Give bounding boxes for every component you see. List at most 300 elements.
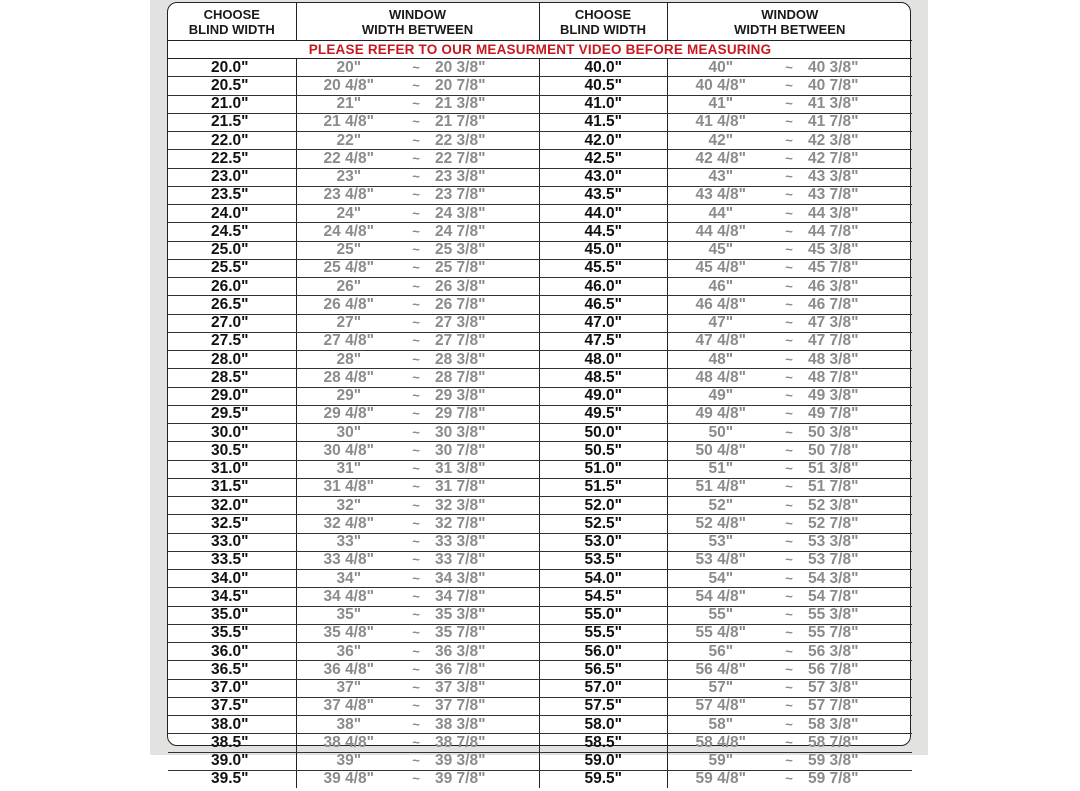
table-row <box>168 369 912 387</box>
right-range-tilde: ~ <box>774 624 804 642</box>
header-right-blind-width: CHOOSE BLIND WIDTH <box>539 3 667 41</box>
right-window-to-cell: 45 3/8" <box>804 241 912 259</box>
left-blind-width-cell: 27.0" <box>168 314 296 332</box>
left-blind-width-cell: 28.5" <box>168 369 296 387</box>
right-range-tilde: ~ <box>774 752 804 770</box>
left-range-tilde: ~ <box>401 497 431 515</box>
right-range-tilde: ~ <box>774 442 804 460</box>
table-row <box>168 460 912 478</box>
left-window-to-cell: 22 3/8" <box>431 132 539 150</box>
right-range-tilde: ~ <box>774 497 804 515</box>
left-range-tilde: ~ <box>401 716 431 734</box>
left-window-to-cell: 20 3/8" <box>431 59 539 77</box>
left-window-from-cell: 25" <box>296 241 401 259</box>
left-window-to-cell: 33 7/8" <box>431 551 539 569</box>
right-blind-width-cell: 54.5" <box>539 588 667 606</box>
left-window-from-cell: 33 4/8" <box>296 551 401 569</box>
right-blind-width-cell: 50.5" <box>539 442 667 460</box>
right-blind-width-cell: 57.5" <box>539 697 667 715</box>
right-window-from-cell: 54" <box>667 570 774 588</box>
left-range-tilde: ~ <box>401 752 431 770</box>
right-range-tilde: ~ <box>774 570 804 588</box>
right-range-tilde: ~ <box>774 241 804 259</box>
right-blind-width-cell: 49.5" <box>539 405 667 423</box>
left-window-to-cell: 20 7/8" <box>431 77 539 95</box>
left-window-from-cell: 23 4/8" <box>296 186 401 204</box>
table-row <box>168 205 912 223</box>
left-blind-width-cell: 26.0" <box>168 278 296 296</box>
left-window-from-cell: 28 4/8" <box>296 369 401 387</box>
left-blind-width-cell: 31.5" <box>168 478 296 496</box>
left-range-tilde: ~ <box>401 186 431 204</box>
right-range-tilde: ~ <box>774 168 804 186</box>
left-range-tilde: ~ <box>412 771 420 787</box>
right-window-to-cell: 41 3/8" <box>804 95 912 113</box>
left-blind-width-cell: 36.5" <box>168 661 296 679</box>
table-row <box>168 278 912 296</box>
left-blind-width-cell: 30.0" <box>168 424 296 442</box>
left-window-from-cell: 31" <box>296 460 401 478</box>
left-window-from-cell: 22" <box>296 132 401 150</box>
table-row <box>168 734 912 752</box>
right-range-tilde: ~ <box>774 405 804 423</box>
left-range-tilde: ~ <box>401 278 431 296</box>
notice-row <box>168 41 912 59</box>
left-blind-width-cell: 27.5" <box>168 332 296 350</box>
table-row <box>168 387 912 405</box>
right-window-from-cell: 43" <box>667 168 774 186</box>
right-window-from-cell: 40" <box>667 59 774 77</box>
left-window-from-cell: 39 4/8" <box>296 770 401 788</box>
left-window-from-cell: 24 4/8" <box>296 223 401 241</box>
right-window-from-cell: 46" <box>667 278 774 296</box>
right-window-from-cell: 50 4/8" <box>667 442 774 460</box>
right-window-from-cell: 45 4/8" <box>667 259 774 277</box>
table-row <box>168 424 912 442</box>
right-window-to-cell: 40 3/8" <box>804 59 912 77</box>
left-blind-width-cell: 29.0" <box>168 387 296 405</box>
left-window-from-cell: 21 4/8" <box>296 113 401 131</box>
left-range-tilde: ~ <box>401 205 431 223</box>
right-blind-width-cell: 53.0" <box>539 533 667 551</box>
right-blind-width-cell: 48.5" <box>539 369 667 387</box>
table-row <box>168 606 912 624</box>
left-window-from-cell: 29 4/8" <box>296 405 401 423</box>
table-row <box>168 497 912 515</box>
right-range-tilde: ~ <box>774 697 804 715</box>
left-blind-width-cell: 32.0" <box>168 497 296 515</box>
right-window-from-cell: 44 4/8" <box>667 223 774 241</box>
right-window-from-cell: 43 4/8" <box>667 186 774 204</box>
left-window-to-cell: 21 3/8" <box>431 95 539 113</box>
right-window-to-cell: 58 3/8" <box>804 716 912 734</box>
right-range-tilde: ~ <box>774 679 804 697</box>
table-row <box>168 661 912 679</box>
left-range-tilde: ~ <box>401 369 431 387</box>
right-blind-width-cell: 50.0" <box>539 424 667 442</box>
right-blind-width-cell: 57.0" <box>539 679 667 697</box>
right-blind-width-cell: 52.0" <box>539 497 667 515</box>
right-blind-width-cell: 52.5" <box>539 515 667 533</box>
left-window-from-cell: 26" <box>296 278 401 296</box>
table-row <box>168 624 912 642</box>
table-row <box>168 332 912 350</box>
right-range-tilde: ~ <box>785 771 793 787</box>
right-window-from-cell: 50" <box>667 424 774 442</box>
right-window-from-cell: 41 4/8" <box>667 113 774 131</box>
left-window-from-cell: 24" <box>296 205 401 223</box>
right-window-from-cell: 40 4/8" <box>667 77 774 95</box>
table-row <box>168 679 912 697</box>
left-range-tilde: ~ <box>401 478 431 496</box>
left-range-tilde: ~ <box>401 351 431 369</box>
left-window-to-cell: 34 3/8" <box>431 570 539 588</box>
right-window-from-cell: 58 4/8" <box>667 734 774 752</box>
left-window-to-cell: 24 7/8" <box>431 223 539 241</box>
right-window-to-cell: 42 7/8" <box>804 150 912 168</box>
left-range-tilde: ~ <box>401 259 431 277</box>
right-window-to-cell: 57 3/8" <box>804 679 912 697</box>
left-window-to-cell: 26 7/8" <box>431 296 539 314</box>
left-window-to-cell: 24 3/8" <box>431 205 539 223</box>
left-range-tilde: ~ <box>401 223 431 241</box>
left-blind-width-cell: 24.5" <box>168 223 296 241</box>
right-window-from-cell: 55 4/8" <box>667 624 774 642</box>
left-window-from-cell: 30" <box>296 424 401 442</box>
left-range-tilde: ~ <box>401 387 431 405</box>
header-left-window-width: WINDOW WIDTH BETWEEN <box>296 3 539 41</box>
left-window-from-cell: 37" <box>296 679 401 697</box>
table-row <box>168 770 912 788</box>
left-window-to-cell: 37 3/8" <box>431 679 539 697</box>
right-window-from-cell: 52" <box>667 497 774 515</box>
left-window-to-cell: 25 3/8" <box>431 241 539 259</box>
left-blind-width-cell: 22.0" <box>168 132 296 150</box>
right-range-tilde: ~ <box>774 734 804 752</box>
table-row <box>168 551 912 569</box>
right-blind-width-cell: 59.5" <box>539 770 667 788</box>
left-range-tilde: ~ <box>401 661 431 679</box>
left-window-to-cell: 35 3/8" <box>431 606 539 624</box>
right-window-to-cell: 53 7/8" <box>804 551 912 569</box>
right-window-from-cell: 47 4/8" <box>667 332 774 350</box>
left-range-tilde: ~ <box>401 424 431 442</box>
right-window-from-cell: 54 4/8" <box>667 588 774 606</box>
left-range-tilde: ~ <box>401 296 431 314</box>
left-window-to-cell: 28 3/8" <box>431 351 539 369</box>
right-window-from-cell: 53" <box>667 533 774 551</box>
left-window-from-cell: 38" <box>296 716 401 734</box>
right-range-tilde: ~ <box>774 223 804 241</box>
right-blind-width-cell: 41.5" <box>539 113 667 131</box>
left-window-to-cell: 38 7/8" <box>431 734 539 752</box>
left-blind-width-cell: 30.5" <box>168 442 296 460</box>
right-range-tilde: ~ <box>774 77 804 95</box>
table-row <box>168 132 912 150</box>
right-window-from-cell: 44" <box>667 205 774 223</box>
right-range-tilde: ~ <box>774 186 804 204</box>
left-window-to-cell: 32 7/8" <box>431 515 539 533</box>
right-window-to-cell: 50 7/8" <box>804 442 912 460</box>
right-window-to-cell: 43 3/8" <box>804 168 912 186</box>
left-blind-width-cell: 20.5" <box>168 77 296 95</box>
right-range-tilde: ~ <box>774 424 804 442</box>
left-window-from-cell: 27 4/8" <box>296 332 401 350</box>
left-window-to-cell: 31 3/8" <box>431 460 539 478</box>
right-range-tilde: ~ <box>774 132 804 150</box>
left-blind-width-cell: 26.5" <box>168 296 296 314</box>
left-window-from-cell: 25 4/8" <box>296 259 401 277</box>
table-row <box>168 405 912 423</box>
table-row <box>168 515 912 533</box>
left-window-to-cell: 36 3/8" <box>431 643 539 661</box>
size-chart <box>167 2 911 788</box>
right-window-from-cell: 42" <box>667 132 774 150</box>
left-window-from-cell: 26 4/8" <box>296 296 401 314</box>
right-window-from-cell: 42 4/8" <box>667 150 774 168</box>
left-window-from-cell: 29" <box>296 387 401 405</box>
right-blind-width-cell: 45.5" <box>539 259 667 277</box>
right-window-from-cell: 49 4/8" <box>667 405 774 423</box>
left-range-tilde: ~ <box>401 697 431 715</box>
left-blind-width-cell: 39.5" <box>211 770 249 788</box>
left-blind-width-cell: 20.0" <box>168 59 296 77</box>
right-range-tilde: ~ <box>774 59 804 77</box>
header-right-window-width: WINDOW WIDTH BETWEEN <box>667 3 912 41</box>
left-range-tilde: ~ <box>401 606 431 624</box>
left-range-tilde: ~ <box>401 332 431 350</box>
right-blind-width-cell: 42.5" <box>539 150 667 168</box>
left-range-tilde: ~ <box>401 77 431 95</box>
right-range-tilde: ~ <box>774 643 804 661</box>
left-blind-width-cell: 36.0" <box>168 643 296 661</box>
right-window-to-cell: 54 7/8" <box>804 588 912 606</box>
left-window-to-cell: 34 7/8" <box>431 588 539 606</box>
right-window-to-cell: 56 7/8" <box>804 661 912 679</box>
left-window-to-cell: 39 7/8" <box>435 770 486 788</box>
table-row <box>168 442 912 460</box>
header-row <box>168 3 912 41</box>
left-range-tilde: ~ <box>401 59 431 77</box>
left-window-to-cell: 27 7/8" <box>431 332 539 350</box>
left-blind-width-cell: 21.0" <box>168 95 296 113</box>
table-row <box>168 113 912 131</box>
right-window-to-cell: 55 7/8" <box>804 624 912 642</box>
left-window-from-cell: 23" <box>296 168 401 186</box>
table-row <box>168 314 912 332</box>
left-window-to-cell: 30 7/8" <box>431 442 539 460</box>
right-range-tilde: ~ <box>774 478 804 496</box>
right-range-tilde: ~ <box>774 551 804 569</box>
left-window-to-cell: 29 7/8" <box>431 405 539 423</box>
table-row <box>168 95 912 113</box>
left-window-to-cell: 29 3/8" <box>431 387 539 405</box>
left-window-from-cell: 35" <box>296 606 401 624</box>
right-blind-width-cell: 51.5" <box>539 478 667 496</box>
left-blind-width-cell: 28.0" <box>168 351 296 369</box>
right-blind-width-cell: 42.0" <box>539 132 667 150</box>
right-window-from-cell: 41" <box>667 95 774 113</box>
right-range-tilde: ~ <box>774 606 804 624</box>
table-row <box>168 752 912 770</box>
right-window-to-cell: 49 7/8" <box>804 405 912 423</box>
right-blind-width-cell: 58.0" <box>539 716 667 734</box>
right-blind-width-cell: 43.5" <box>539 186 667 204</box>
left-blind-width-cell: 24.0" <box>168 205 296 223</box>
size-rows <box>168 59 912 789</box>
left-blind-width-cell: 33.0" <box>168 533 296 551</box>
right-range-tilde: ~ <box>774 460 804 478</box>
left-window-to-cell: 26 3/8" <box>431 278 539 296</box>
right-range-tilde: ~ <box>774 278 804 296</box>
left-blind-width-cell: 38.5" <box>168 734 296 752</box>
right-blind-width-cell: 47.5" <box>539 332 667 350</box>
right-window-from-cell: 53 4/8" <box>667 551 774 569</box>
right-window-to-cell: 41 7/8" <box>804 113 912 131</box>
left-window-from-cell: 39" <box>296 752 401 770</box>
right-blind-width-cell: 40.0" <box>539 59 667 77</box>
left-range-tilde: ~ <box>401 643 431 661</box>
right-window-to-cell: 46 3/8" <box>804 278 912 296</box>
table-row <box>168 588 912 606</box>
right-blind-width-cell: 43.0" <box>539 168 667 186</box>
right-blind-width-cell: 47.0" <box>539 314 667 332</box>
left-blind-width-cell: 38.0" <box>168 716 296 734</box>
right-blind-width-cell: 49.0" <box>539 387 667 405</box>
right-blind-width-cell: 41.0" <box>539 95 667 113</box>
right-window-from-cell: 49" <box>667 387 774 405</box>
right-window-to-cell: 52 3/8" <box>804 497 912 515</box>
left-range-tilde: ~ <box>401 168 431 186</box>
size-chart-table <box>168 3 912 788</box>
right-blind-width-cell: 56.0" <box>539 643 667 661</box>
left-window-from-cell: 20" <box>296 59 401 77</box>
right-blind-width-cell: 40.5" <box>539 77 667 95</box>
right-window-to-cell: 50 3/8" <box>804 424 912 442</box>
left-window-from-cell: 35 4/8" <box>296 624 401 642</box>
left-blind-width-cell: 35.5" <box>168 624 296 642</box>
table-row <box>168 533 912 551</box>
right-window-from-cell: 48" <box>667 351 774 369</box>
right-window-from-cell: 47" <box>667 314 774 332</box>
right-range-tilde: ~ <box>774 515 804 533</box>
right-range-tilde: ~ <box>774 351 804 369</box>
left-blind-width-cell: 34.5" <box>168 588 296 606</box>
left-window-from-cell: 28" <box>296 351 401 369</box>
left-window-to-cell: 33 3/8" <box>431 533 539 551</box>
left-window-from-cell: 22 4/8" <box>296 150 401 168</box>
right-range-tilde: ~ <box>774 150 804 168</box>
table-row <box>168 643 912 661</box>
right-blind-width-cell: 44.5" <box>539 223 667 241</box>
right-window-from-cell: 58" <box>667 716 774 734</box>
left-window-to-cell: 36 7/8" <box>431 661 539 679</box>
right-range-tilde: ~ <box>774 205 804 223</box>
right-blind-width-cell: 51.0" <box>539 460 667 478</box>
right-window-from-cell: 55" <box>667 606 774 624</box>
left-range-tilde: ~ <box>401 314 431 332</box>
left-window-to-cell: 23 7/8" <box>431 186 539 204</box>
right-range-tilde: ~ <box>774 661 804 679</box>
right-window-to-cell: 47 7/8" <box>804 332 912 350</box>
left-window-from-cell: 34 4/8" <box>296 588 401 606</box>
left-range-tilde: ~ <box>401 460 431 478</box>
right-window-from-cell: 51 4/8" <box>667 478 774 496</box>
right-blind-width-cell: 45.0" <box>539 241 667 259</box>
right-window-from-cell: 56 4/8" <box>667 661 774 679</box>
right-window-to-cell: 48 3/8" <box>804 351 912 369</box>
left-window-to-cell: 32 3/8" <box>431 497 539 515</box>
right-range-tilde: ~ <box>774 314 804 332</box>
left-range-tilde: ~ <box>401 734 431 752</box>
left-blind-width-cell: 25.0" <box>168 241 296 259</box>
header-left-blind-width: CHOOSE BLIND WIDTH <box>168 3 296 41</box>
right-window-to-cell: 49 3/8" <box>804 387 912 405</box>
measurement-notice: PLEASE REFER TO OUR MEASURMENT VIDEO BEFORE MEASURING <box>168 41 912 59</box>
right-range-tilde: ~ <box>774 332 804 350</box>
table-row <box>168 570 912 588</box>
left-range-tilde: ~ <box>401 551 431 569</box>
left-window-from-cell: 34" <box>296 570 401 588</box>
left-blind-width-cell: 39.0" <box>168 752 296 770</box>
right-range-tilde: ~ <box>774 296 804 314</box>
table-row <box>168 697 912 715</box>
right-window-to-cell: 54 3/8" <box>804 570 912 588</box>
right-blind-width-cell: 46.5" <box>539 296 667 314</box>
left-blind-width-cell: 25.5" <box>168 259 296 277</box>
left-blind-width-cell: 35.0" <box>168 606 296 624</box>
left-blind-width-cell: 23.0" <box>168 168 296 186</box>
right-window-to-cell: 44 3/8" <box>804 205 912 223</box>
left-blind-width-cell: 37.5" <box>168 697 296 715</box>
right-window-to-cell: 59 7/8" <box>808 770 859 788</box>
right-blind-width-cell: 46.0" <box>539 278 667 296</box>
left-window-to-cell: 30 3/8" <box>431 424 539 442</box>
right-blind-width-cell: 48.0" <box>539 351 667 369</box>
table-row <box>168 478 912 496</box>
right-blind-width-cell: 44.0" <box>539 205 667 223</box>
right-window-from-cell: 59" <box>667 752 774 770</box>
left-range-tilde: ~ <box>401 95 431 113</box>
table-row <box>168 351 912 369</box>
right-range-tilde: ~ <box>774 369 804 387</box>
left-blind-width-cell: 22.5" <box>168 150 296 168</box>
right-blind-width-cell: 55.5" <box>539 624 667 642</box>
right-blind-width-cell: 59.0" <box>539 752 667 770</box>
right-range-tilde: ~ <box>774 95 804 113</box>
right-blind-width-cell: 53.5" <box>539 551 667 569</box>
left-window-from-cell: 32 4/8" <box>296 515 401 533</box>
left-window-to-cell: 35 7/8" <box>431 624 539 642</box>
left-window-from-cell: 36 4/8" <box>296 661 401 679</box>
table-row <box>168 186 912 204</box>
right-window-to-cell: 44 7/8" <box>804 223 912 241</box>
right-window-to-cell: 56 3/8" <box>804 643 912 661</box>
right-window-to-cell: 42 3/8" <box>804 132 912 150</box>
right-window-to-cell: 51 3/8" <box>804 460 912 478</box>
right-window-to-cell: 46 7/8" <box>804 296 912 314</box>
right-window-from-cell: 45" <box>667 241 774 259</box>
right-blind-width-cell: 56.5" <box>539 661 667 679</box>
left-blind-width-cell: 29.5" <box>168 405 296 423</box>
left-window-from-cell: 27" <box>296 314 401 332</box>
left-blind-width-cell: 34.0" <box>168 570 296 588</box>
left-window-to-cell: 31 7/8" <box>431 478 539 496</box>
left-window-to-cell: 39 3/8" <box>431 752 539 770</box>
right-window-to-cell: 47 3/8" <box>804 314 912 332</box>
left-range-tilde: ~ <box>401 679 431 697</box>
left-range-tilde: ~ <box>401 405 431 423</box>
